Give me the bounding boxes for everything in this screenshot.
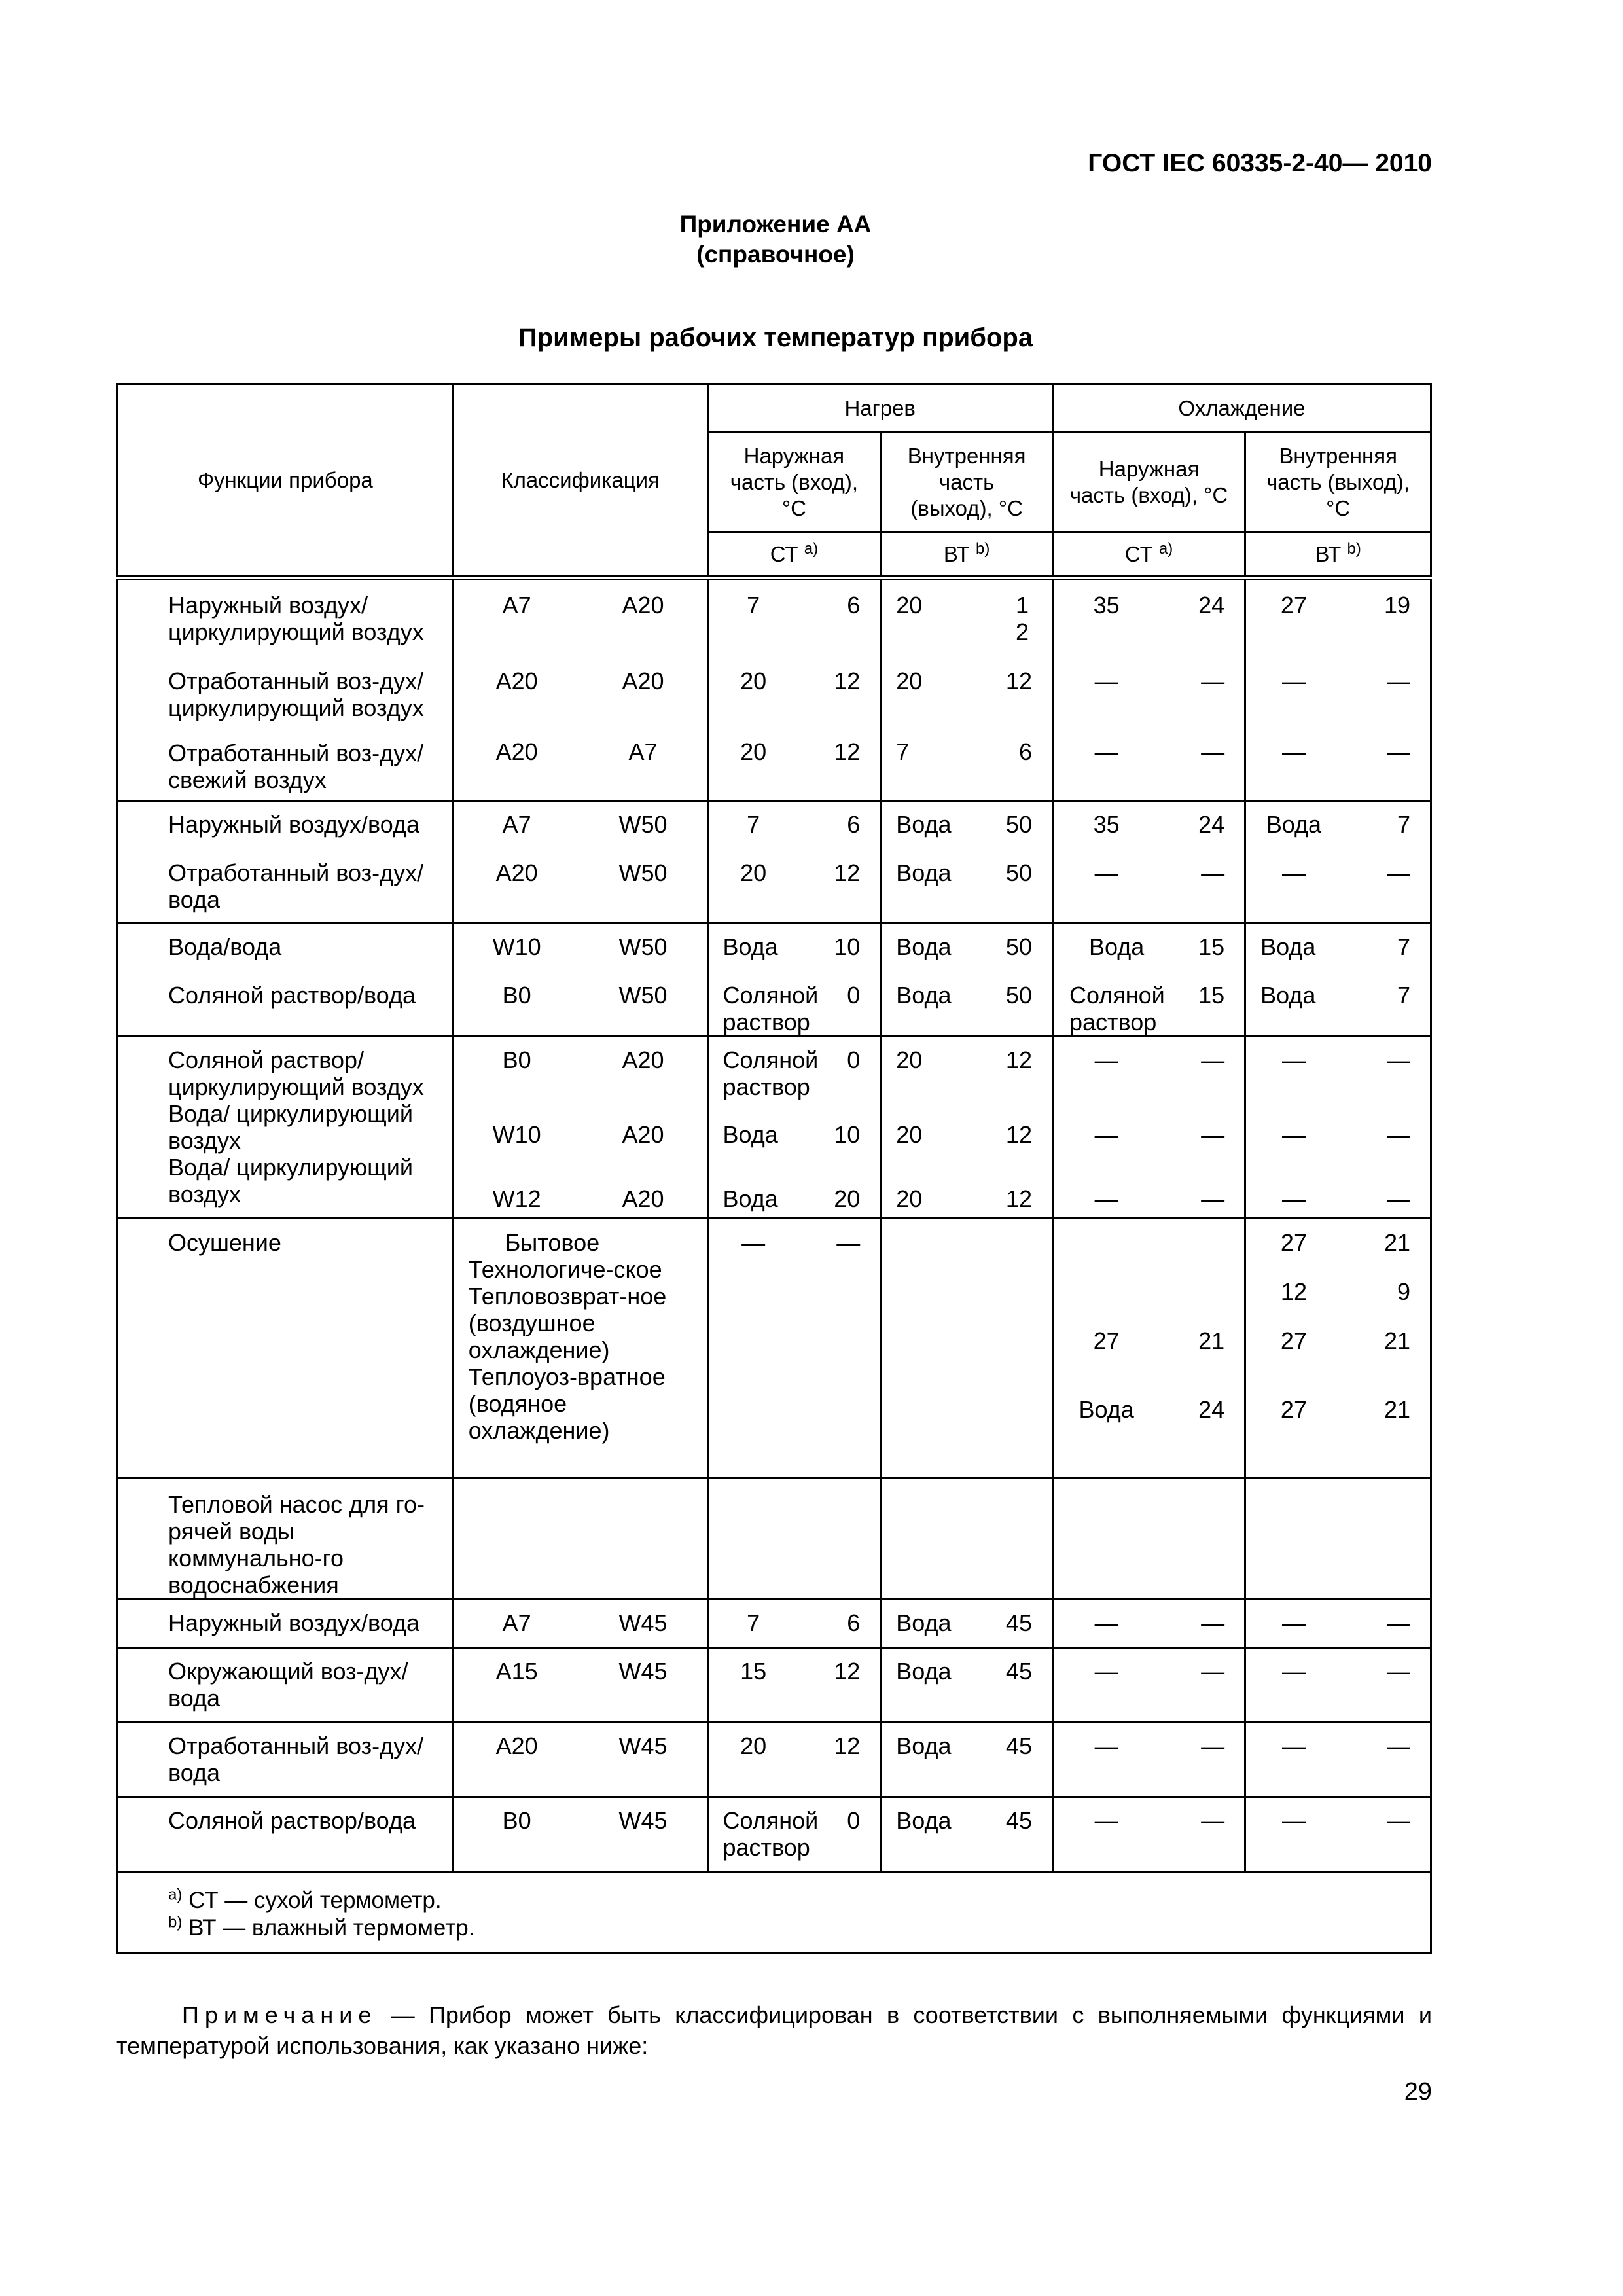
- row-class-out: W45: [580, 1600, 707, 1648]
- row-h4: 45: [967, 1600, 1052, 1648]
- row-class-in: A20: [453, 1723, 579, 1797]
- drying-h2: —: [798, 1218, 881, 1479]
- col-heating-bt: ВТ $^{b)}$: [881, 532, 1053, 578]
- row-k1: —: [1052, 1648, 1159, 1723]
- row-h4: 50 50: [967, 801, 1052, 924]
- row-k3: —: [1245, 1797, 1342, 1872]
- row-function: Отработанный воз-дух/вода: [118, 1723, 454, 1797]
- drying-k2: 21 24: [1159, 1218, 1245, 1479]
- row-k2: 24 — —: [1198, 592, 1225, 765]
- table-row: [118, 1218, 1431, 1479]
- row-k3: —: [1245, 1648, 1342, 1723]
- appendix-type: (справочное): [696, 241, 855, 268]
- row-class-out: A20 A20 A20: [580, 1037, 707, 1218]
- row-class-out: W45: [580, 1797, 707, 1872]
- col-functions: Функции прибора: [118, 384, 454, 578]
- row-k2: —: [1159, 1797, 1245, 1872]
- remark-lead: Примечание: [182, 2001, 378, 2028]
- table-row: [118, 1797, 1431, 1872]
- row-k1: 35 —: [1052, 801, 1159, 924]
- row-k1: — — —: [1052, 1037, 1159, 1218]
- col-cooling-ct: СТ $^{a)}$: [1052, 532, 1245, 578]
- row-h2: 6 12 12: [834, 592, 861, 765]
- row-k1: —: [1052, 1600, 1159, 1648]
- col-cooling: Охлаждение: [1052, 384, 1431, 433]
- table-row: [118, 801, 1431, 924]
- remark-paragraph: [116, 2000, 1432, 2061]
- table-row: [118, 924, 1431, 1037]
- row-h1: Вода Соляной раствор: [707, 924, 798, 1037]
- table-row: [118, 1648, 1431, 1723]
- row-class-out: W50 W50: [580, 801, 707, 924]
- row-function: Наружный воздух/вода Отработанный воз-дух/вода: [118, 801, 454, 924]
- table-row: [118, 1037, 1431, 1218]
- row-k3: Вода —: [1245, 801, 1342, 924]
- row-k4: — — —: [1342, 1037, 1431, 1218]
- row-h4: 45: [967, 1723, 1052, 1797]
- appendix-heading: [0, 209, 1551, 270]
- table-row: [118, 1479, 1431, 1600]
- row-h1: 7 20 20: [707, 578, 798, 801]
- page-number: 29: [1404, 2078, 1432, 2106]
- col-heating: Нагрев: [707, 384, 1052, 433]
- row-k4: 7 —: [1342, 801, 1431, 924]
- row-h2: 0 10 20: [798, 1037, 881, 1218]
- row-class-in: A7 A20: [453, 801, 579, 924]
- row-h2: 6 12: [798, 801, 881, 924]
- drying-k3: 27 12 27 27: [1245, 1218, 1342, 1479]
- row-k4: —: [1342, 1797, 1431, 1872]
- row-k2: 24 —: [1159, 801, 1245, 924]
- row-k1: —: [1052, 1723, 1159, 1797]
- row-class-in: A7 A20 A20: [453, 578, 579, 801]
- row-h3: 20 20 20: [881, 1037, 967, 1218]
- table-title: Примеры рабочих температур прибора: [518, 323, 1033, 352]
- row-k2: 15 15: [1159, 924, 1245, 1037]
- note-a: $^{a)}$ СТ — сухой термометр.: [168, 1886, 442, 1913]
- row-k4: —: [1342, 1723, 1431, 1797]
- appendix-title: Приложение АА: [679, 211, 872, 238]
- row-function: Наружный воздух/ циркулирующий воздух Отработанный воз-дух/циркулирующий воздух Отработанный воз-дух/свежий воздух: [168, 592, 424, 793]
- row-k4: —: [1342, 1648, 1431, 1723]
- row-h3: Вода Вода: [881, 924, 967, 1037]
- row-class-out: W50 W50: [580, 924, 707, 1037]
- row-k3: —: [1245, 1600, 1342, 1648]
- row-class-in: B0 W10 W12: [453, 1037, 579, 1218]
- row-h2: 10 0: [798, 924, 881, 1037]
- row-h4: 45: [967, 1797, 1052, 1872]
- table-row: [118, 1723, 1431, 1797]
- drying-h4: [967, 1218, 1052, 1479]
- col-heating-inner: Внутренняя часть (выход), °С: [881, 433, 1053, 532]
- table-notes-cell: [118, 1872, 1431, 1954]
- row-class-out: W45: [580, 1648, 707, 1723]
- row-k4: 19 — —: [1383, 592, 1410, 765]
- table-row: [118, 1600, 1431, 1648]
- row-h3: Вода: [881, 1648, 967, 1723]
- row-h2: 12: [798, 1723, 881, 1797]
- row-k3: 27 — —: [1245, 578, 1342, 801]
- row-k4: 7 7: [1342, 924, 1431, 1037]
- row-function: Наружный воздух/вода: [118, 1600, 454, 1648]
- row-h3: Вода: [881, 1797, 967, 1872]
- row-dhw-title: Тепловой насос для го-рячей воды коммунально-го водоснабжения: [118, 1479, 454, 1600]
- row-k2: —: [1159, 1600, 1245, 1648]
- temperature-table: [116, 383, 1432, 1954]
- drying-h3: [881, 1218, 967, 1479]
- row-class-in: B0: [453, 1797, 579, 1872]
- row-h2: 0: [798, 1797, 881, 1872]
- row-class-out: A20 A20 A7: [622, 592, 664, 765]
- col-cooling-bt: ВТ $^{b)}$: [1245, 532, 1431, 578]
- table-notes: [118, 1872, 1431, 1954]
- row-function: Соляной раствор/вода: [118, 1797, 454, 1872]
- col-classification: Классификация: [453, 384, 707, 578]
- row-function: Окружающий воз-дух/вода: [118, 1648, 454, 1723]
- row-k2: —: [1159, 1723, 1245, 1797]
- drying-k1: 27 Вода: [1052, 1218, 1159, 1479]
- document-code: ГОСТ IEC 60335-2-40— 2010: [1088, 149, 1432, 177]
- row-h4: 45: [967, 1648, 1052, 1723]
- row-h1: 15: [707, 1648, 798, 1723]
- row-h3: 20 20 7: [881, 578, 967, 801]
- drying-types: Бытовое Технологиче-ское Тепловозврат-ное (воздушное охлаждение) Теплоуоз-вратное (водяное охлаждение): [453, 1218, 707, 1479]
- row-k1: —: [1052, 1797, 1159, 1872]
- row-k3: — — —: [1245, 1037, 1342, 1218]
- row-k1: Вода Соляной раствор: [1052, 924, 1159, 1037]
- table-row: [118, 578, 1431, 801]
- row-k3: —: [1245, 1723, 1342, 1797]
- row-h1: 7: [707, 1600, 798, 1648]
- row-class-out: W45: [580, 1723, 707, 1797]
- row-function-drying: Осушение: [118, 1218, 454, 1479]
- row-function: Соляной раствор/ циркулирующий воздух Вода/ циркулирующий воздух Вода/ циркулирующий воздух: [118, 1037, 454, 1218]
- row-h4: 1 2 12 6: [1005, 592, 1032, 765]
- row-h3: Вода: [881, 1723, 967, 1797]
- row-k3: Вода Вода: [1245, 924, 1342, 1037]
- row-k1: 35 — —: [1052, 578, 1159, 801]
- row-k2: —: [1159, 1648, 1245, 1723]
- row-h3: Вода Вода: [881, 801, 967, 924]
- row-h1: Соляной раствор Вода Вода: [707, 1037, 798, 1218]
- row-h1: 20: [707, 1723, 798, 1797]
- row-h3: Вода: [881, 1600, 967, 1648]
- row-k4: —: [1342, 1600, 1431, 1648]
- row-h1: Соляной раствор: [707, 1797, 798, 1872]
- row-h1: 7 20: [707, 801, 798, 924]
- row-h4: 12 12 12: [967, 1037, 1052, 1218]
- col-heating-outer: Наружная часть (вход), °С: [707, 433, 881, 532]
- drying-k4: 21 9 21 21: [1342, 1218, 1431, 1479]
- remark-text: — Прибор может быть классифицирован в соответствии с выполняемыми функциями и температурой использования, как указано ниже:: [116, 2001, 1432, 2059]
- row-class-in: W10 B0: [453, 924, 579, 1037]
- row-h2: 12: [798, 1648, 881, 1723]
- col-cooling-outer: Наружная часть (вход), °С: [1052, 433, 1245, 532]
- col-cooling-inner: Внутренняя часть (выход), °С: [1245, 433, 1431, 532]
- row-k2: — — —: [1159, 1037, 1245, 1218]
- row-h2: 6: [798, 1600, 881, 1648]
- row-class-in: A7: [453, 1600, 579, 1648]
- row-class-in: A15: [453, 1648, 579, 1723]
- note-b: $^{b)}$ ВТ — влажный термометр.: [168, 1913, 475, 1941]
- drying-h1: —: [707, 1218, 798, 1479]
- col-heating-ct: СТ $^{a)}$: [707, 532, 881, 578]
- row-h4: 50 50: [967, 924, 1052, 1037]
- row-function: Вода/вода Соляной раствор/вода: [118, 924, 454, 1037]
